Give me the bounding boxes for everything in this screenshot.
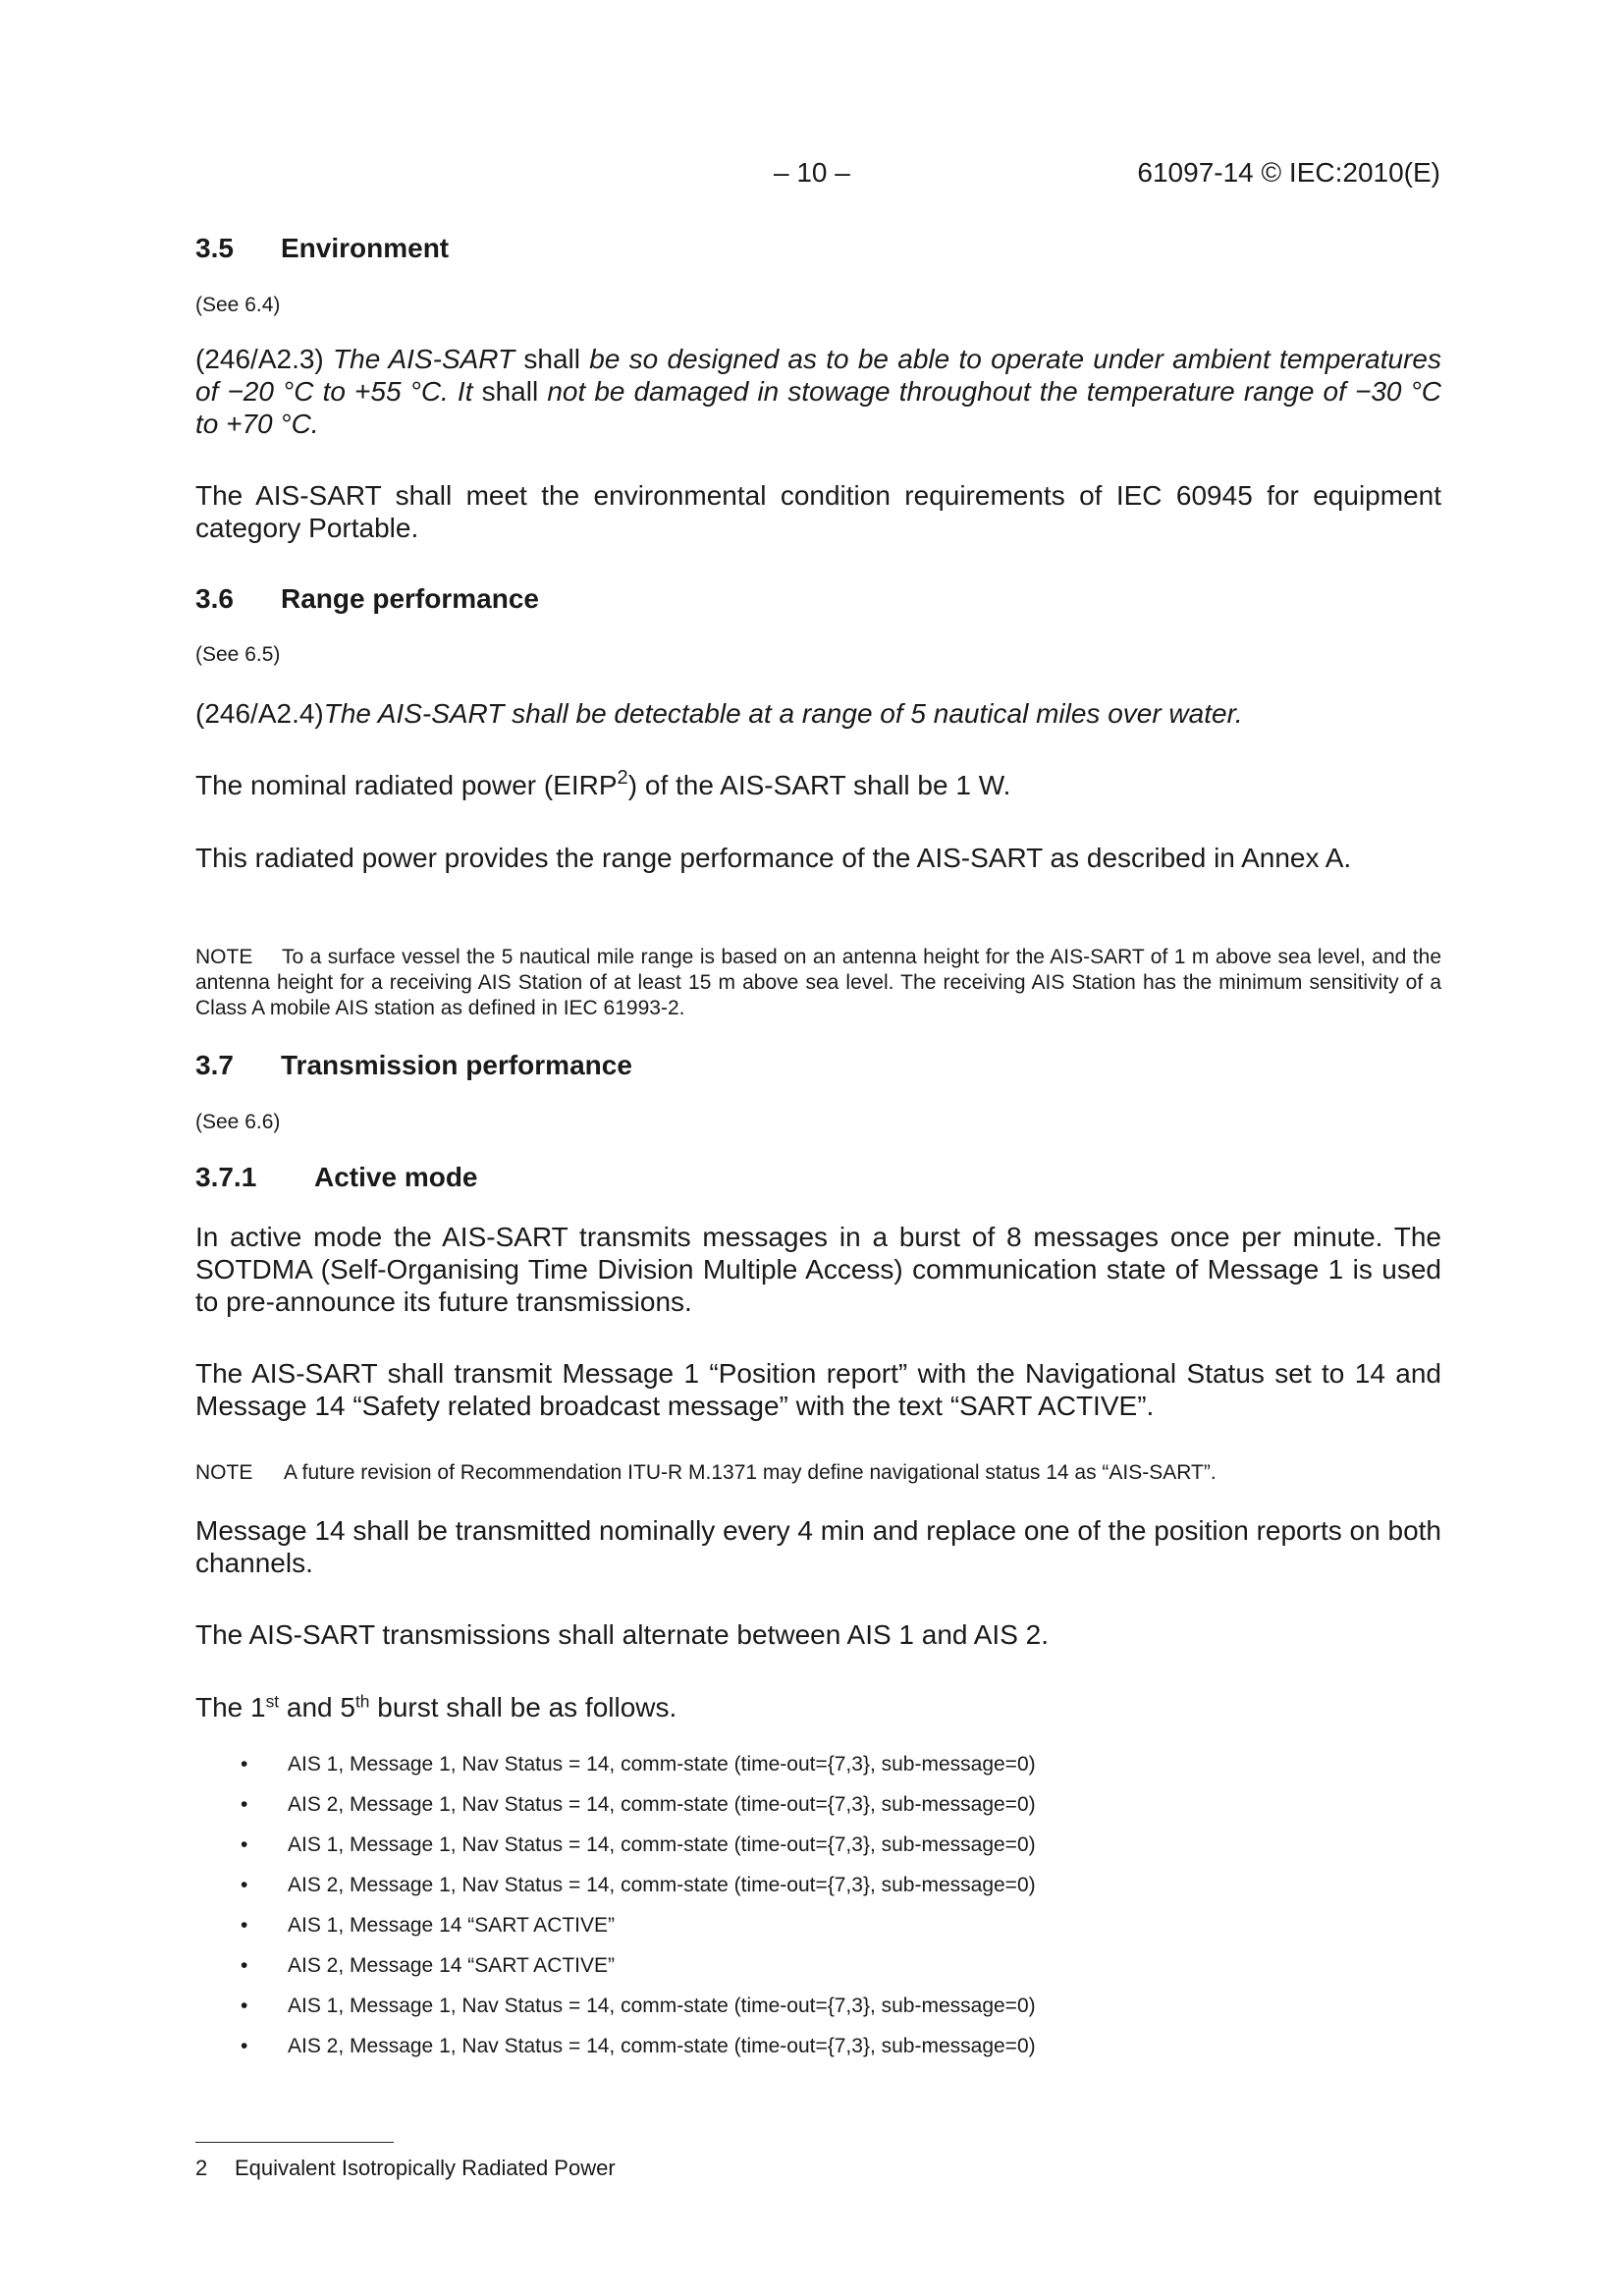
bullet-icon: • (241, 1793, 248, 1816)
requirement-text: shall (481, 376, 539, 407)
text-run: burst shall be as follows. (369, 1692, 677, 1722)
list-item-text: AIS 1, Message 1, Nav Status = 14, comm-state (time-out={7,3}, sub-message=0) (288, 1753, 1036, 1776)
note-label: NOTE (195, 946, 253, 968)
section-number: 3.5 (195, 233, 234, 263)
section-title: Transmission performance (281, 1050, 632, 1080)
superscript: th (354, 1691, 370, 1712)
body-paragraph (195, 1691, 1441, 1723)
body-paragraph: The AIS-SART shall transmit Message 1 “Position report” with the Navigational Status set to 14 and Message 14 “Safety related broadcast message” with the text “SART ACTIVE”. (195, 1358, 1441, 1421)
section-title: Range performance (281, 583, 539, 614)
section-heading-3-6 (195, 583, 539, 615)
body-paragraph: Message 14 shall be transmitted nominally every 4 min and replace one of the position reports on both channels. (195, 1515, 1441, 1578)
section-heading-3-7-1 (195, 1162, 478, 1193)
section-number: 3.7 (195, 1050, 234, 1080)
section-heading-3-5 (195, 233, 449, 264)
bullet-icon: • (241, 1753, 248, 1776)
list-item-text: AIS 1, Message 1, Nav Status = 14, comm-state (time-out={7,3}, sub-message=0) (288, 1995, 1036, 2017)
body-paragraph: This radiated power provides the range performance of the AIS-SART as described in Annex A. (195, 843, 1352, 873)
body-paragraph (195, 766, 1441, 801)
text-run: ) of the AIS-SART shall be 1 W. (627, 770, 1011, 800)
requirement-tag: (246/A2.3) (195, 344, 324, 374)
text-run: and 5 (279, 1692, 355, 1722)
requirement-text: not be damaged in stowage throughout the temperature range of −30 °C to +70 °C. (195, 376, 1442, 439)
note (195, 945, 1441, 1021)
requirement-paragraph (195, 343, 1441, 440)
document-reference: 61097-14 © IEC:2010(E) (1137, 157, 1440, 188)
section-title: Active mode (314, 1162, 478, 1192)
section-number: 3.6 (195, 583, 234, 614)
see-reference: (See 6.4) (195, 294, 281, 316)
requirement-tag: (246/A2.4) (195, 698, 324, 729)
note (195, 1460, 1441, 1486)
section-heading-3-7 (195, 1050, 632, 1081)
body-paragraph: In active mode the AIS-SART transmits messages in a burst of 8 messages once per minute. The SOTDMA (Self-Organising Time Division Multiple Access) communication state of Message 1 is used to pre-announce its future transmissions. (195, 1222, 1441, 1317)
footnote-separator (195, 2142, 394, 2143)
section-number: 3.7.1 (195, 1162, 257, 1192)
bullet-icon: • (241, 1954, 248, 1977)
text-run: The nominal radiated power (EIRP (195, 770, 618, 800)
list-item-text: AIS 1, Message 1, Nav Status = 14, comm-state (time-out={7,3}, sub-message=0) (288, 1833, 1036, 1856)
footnote-reference: 2 (617, 766, 628, 789)
see-reference: (See 6.5) (195, 643, 281, 666)
list-item-text: AIS 2, Message 1, Nav Status = 14, comm-state (time-out={7,3}, sub-message=0) (288, 2035, 1036, 2057)
requirement-paragraph (195, 697, 1441, 730)
list-item-text: AIS 2, Message 14 “SART ACTIVE” (288, 1954, 616, 1977)
requirement-text: The AIS-SART shall be detectable at a range of 5 nautical miles over water. (323, 698, 1243, 729)
bullet-icon: • (241, 1914, 248, 1937)
bullet-icon: • (241, 1995, 248, 2017)
text-run: The 1 (195, 1692, 266, 1722)
page-number: – 10 – (774, 157, 850, 188)
bullet-icon: • (241, 1874, 248, 1896)
list-item-text: AIS 1, Message 14 “SART ACTIVE” (288, 1914, 616, 1937)
requirement-text: shall (523, 344, 580, 374)
requirement-text: The AIS-SART (333, 344, 515, 374)
superscript: st (265, 1691, 280, 1712)
body-paragraph: The AIS-SART transmissions shall alternate between AIS 1 and AIS 2. (195, 1619, 1049, 1650)
list-item-text: AIS 2, Message 1, Nav Status = 14, comm-state (time-out={7,3}, sub-message=0) (288, 1874, 1036, 1896)
note-text: A future revision of Recommendation ITU-R M.1371 may define navigational status 14 as “AIS-SART”. (284, 1461, 1217, 1484)
see-reference: (See 6.6) (195, 1111, 281, 1133)
note-text: To a surface vessel the 5 nautical mile range is based on an antenna height for the AIS-SART of 1 m above sea level, and the antenna height for a receiving AIS Station of at least 15 m above sea level. The receiving AIS Station has the minimum sensitivity of a Class A mobile AIS station as defined in IEC 61993-2. (195, 946, 1441, 1019)
bullet-icon: • (241, 1833, 248, 1856)
bullet-icon: • (241, 2035, 248, 2057)
requirement-text: be so designed as to be able to operate under ambient temperatures of −20 °C to +55 °C. It (195, 344, 1442, 407)
footnote-mark: 2 (195, 2156, 208, 2180)
body-paragraph: The AIS-SART shall meet the environmental condition requirements of IEC 60945 for equipment category Portable. (195, 480, 1441, 543)
footnote-text: Equivalent Isotropically Radiated Power (235, 2156, 616, 2180)
note-label: NOTE (195, 1461, 253, 1484)
list-item-text: AIS 2, Message 1, Nav Status = 14, comm-state (time-out={7,3}, sub-message=0) (288, 1793, 1036, 1816)
footnote (195, 2156, 616, 2181)
section-title: Environment (281, 233, 450, 263)
